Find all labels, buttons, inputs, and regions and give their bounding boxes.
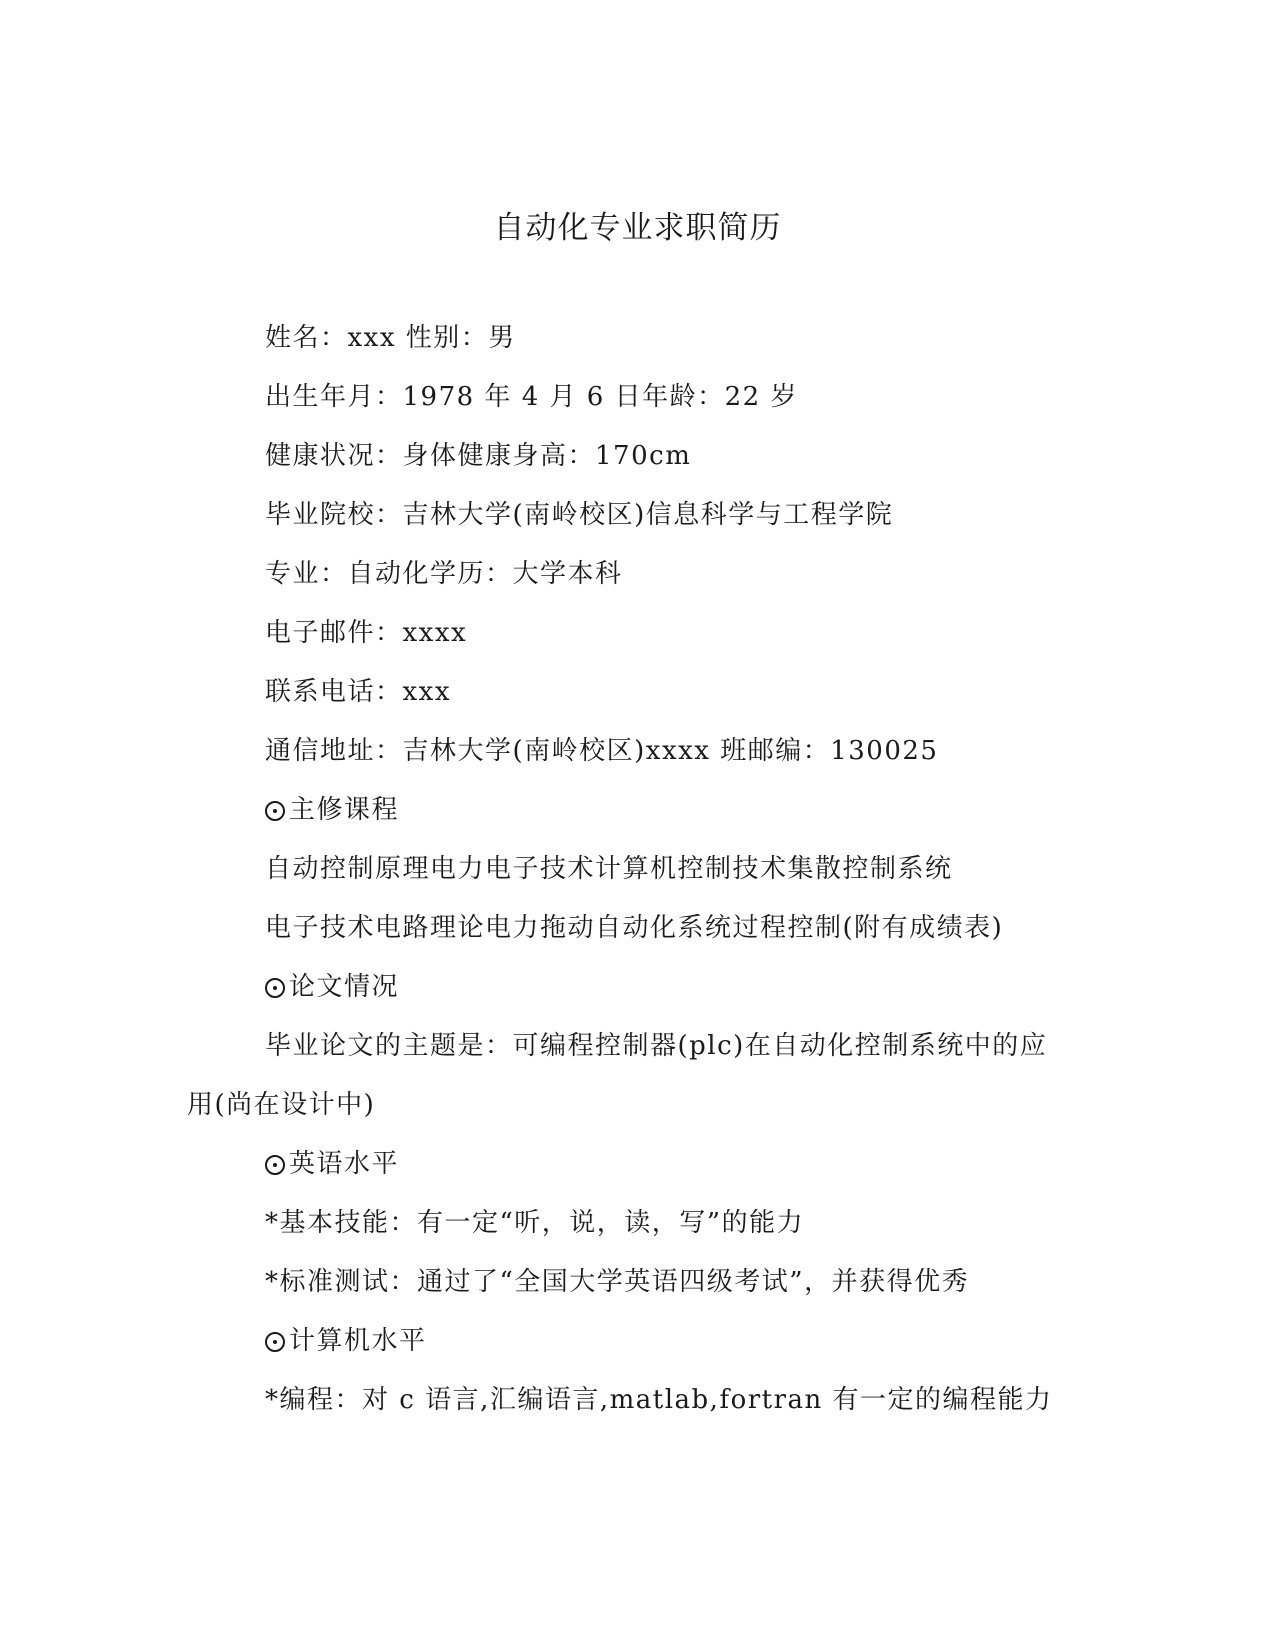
english-skills-line: *基本技能：有一定“听，说，读，写”的能力	[265, 1208, 805, 1238]
programming-line: *编程：对 c 语言,汇编语言,matlab,fortran 有一定的编程能力	[265, 1385, 1053, 1415]
section-computer-label: 计算机水平	[289, 1326, 427, 1356]
major-degree-line: 专业：自动化学历：大学本科	[265, 559, 623, 589]
page-title: 自动化专业求职简历	[493, 210, 782, 246]
section-courses	[265, 792, 399, 828]
english-test-line: *标准测试：通过了“全国大学英语四级考试”，并获得优秀	[265, 1267, 970, 1297]
section-courses-label: 主修课程	[289, 795, 400, 825]
circled-dot-icon	[265, 1155, 285, 1175]
circled-dot-icon	[265, 978, 285, 998]
address-line: 通信地址：吉林大学(南岭校区)xxxx 班邮编：130025	[265, 736, 939, 766]
section-thesis-label: 论文情况	[289, 972, 400, 1002]
email-line: 电子邮件：xxxx	[265, 618, 468, 648]
birth-age-line: 出生年月：1978 年 4 月 6 日年龄：22 岁	[265, 382, 798, 412]
school-line: 毕业院校：吉林大学(南岭校区)信息科学与工程学院	[265, 500, 894, 530]
thesis-line-2: 用(尚在设计中)	[187, 1090, 376, 1120]
section-english-label: 英语水平	[289, 1149, 400, 1179]
health-height-line: 健康状况：身体健康身高：170cm	[265, 441, 692, 471]
circled-dot-icon	[265, 1332, 285, 1352]
section-computer	[265, 1323, 427, 1359]
thesis-line-1: 毕业论文的主题是：可编程控制器(plc)在自动化控制系统中的应	[265, 1031, 1048, 1061]
courses-line-1: 自动控制原理电力电子技术计算机控制技术集散控制系统	[265, 854, 953, 884]
name-gender-line: 姓名：xxx 性别：男	[265, 323, 516, 353]
courses-line-2: 电子技术电路理论电力拖动自动化系统过程控制(附有成绩表)	[265, 913, 1004, 943]
section-english	[265, 1146, 399, 1182]
phone-line: 联系电话：xxx	[265, 677, 451, 707]
circled-dot-icon	[265, 801, 285, 821]
section-thesis	[265, 969, 399, 1005]
